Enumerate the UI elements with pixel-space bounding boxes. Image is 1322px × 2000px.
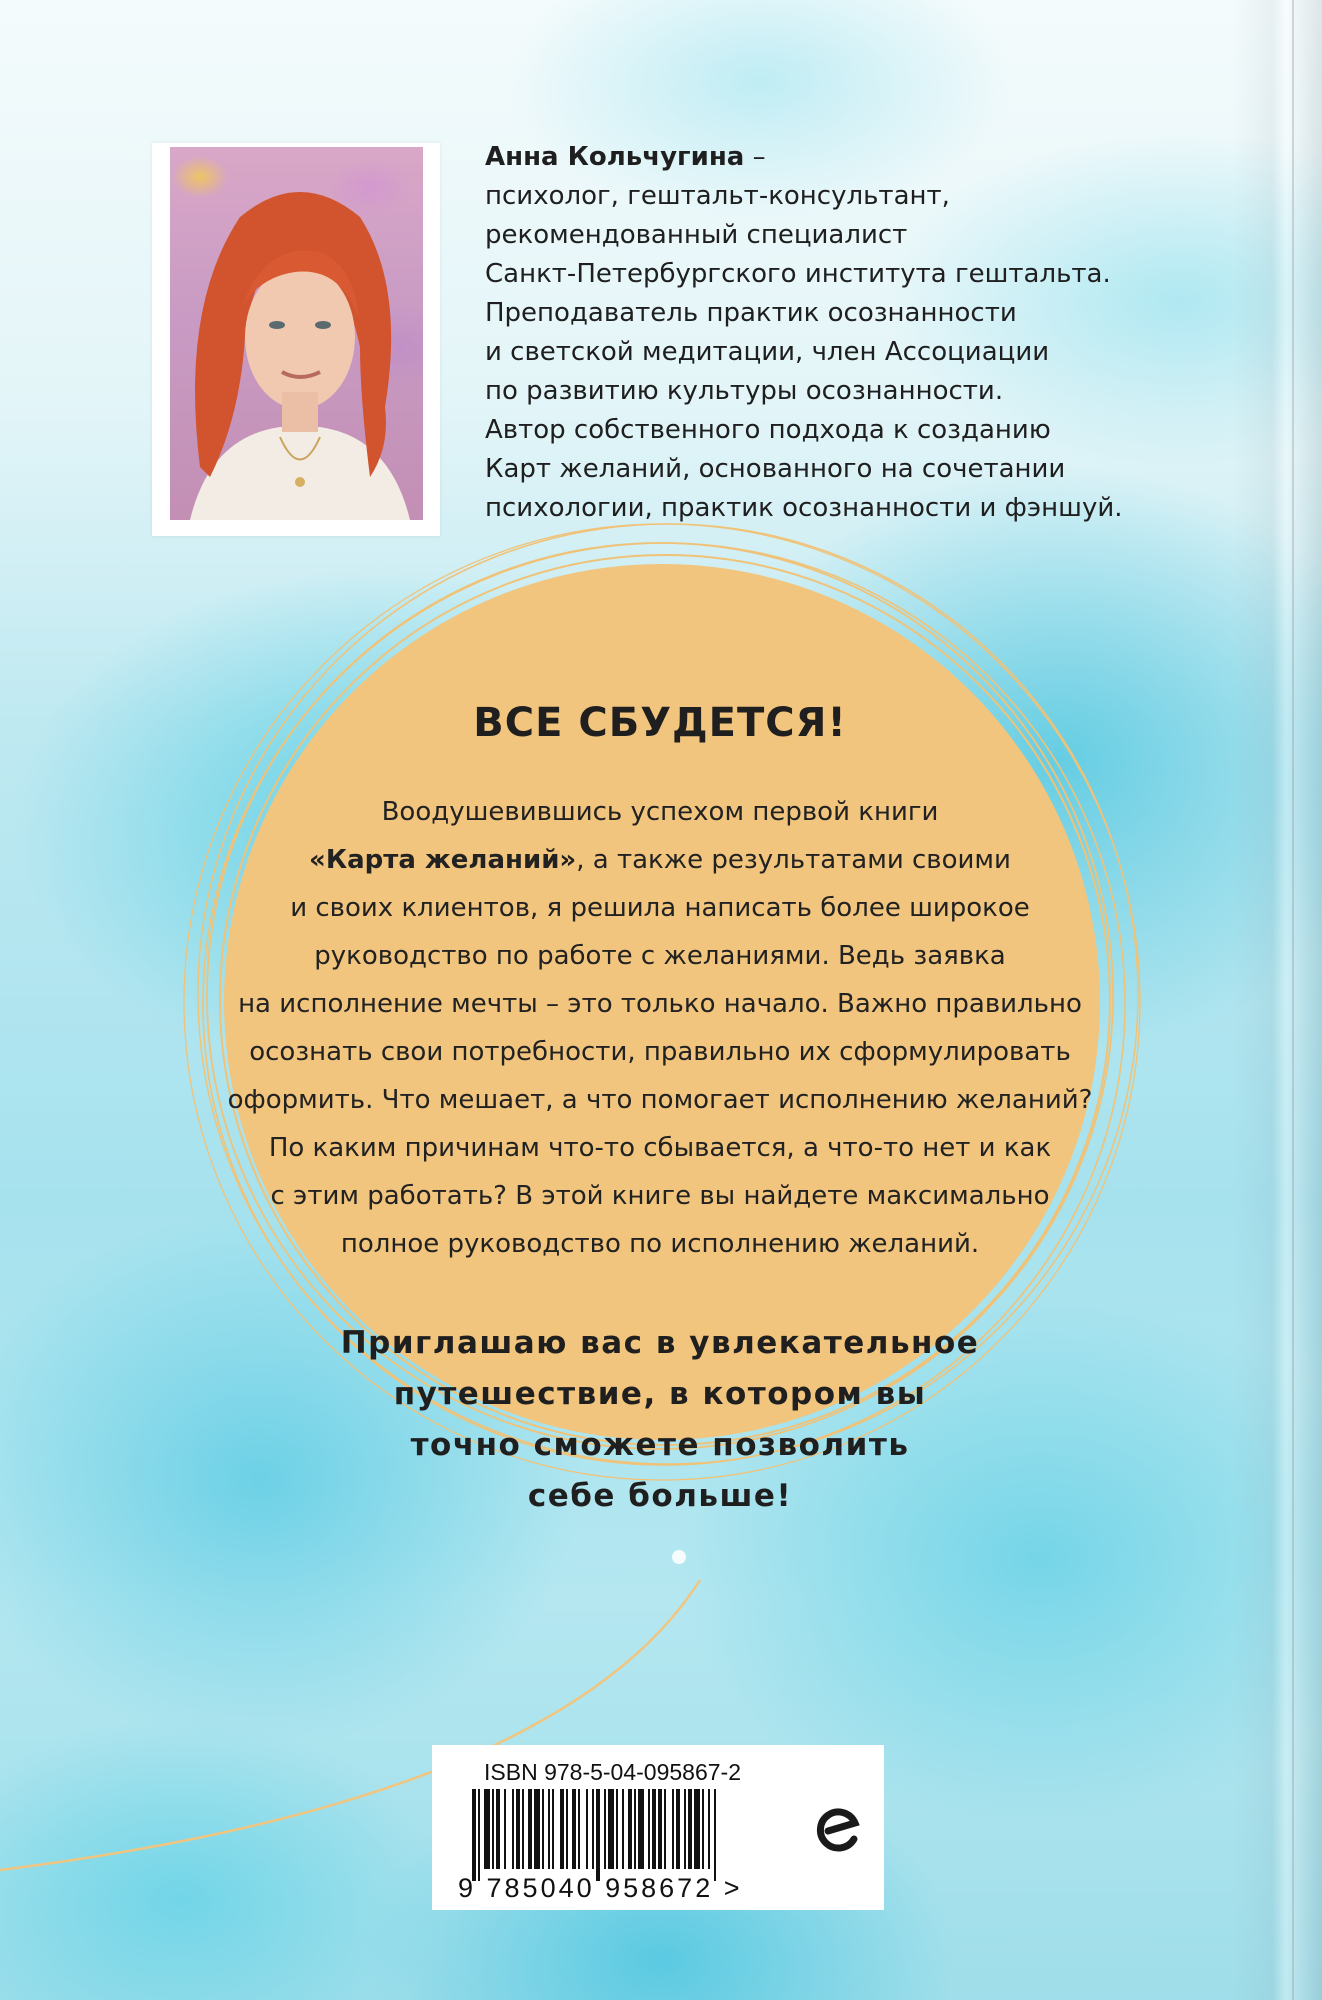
description-line: оформить. Что мешает, а что помогает исполнению желаний? xyxy=(227,1085,1093,1115)
author-bio-line: психологии, практик осознанности и фэншуй. xyxy=(485,493,1123,523)
book-description xyxy=(190,788,1130,1268)
description-line: Воодушевившись успехом первой книги xyxy=(381,797,939,827)
barcode-digits: 9 785040 958672 > xyxy=(458,1873,743,1903)
author-name: Анна Кольчугина xyxy=(485,142,745,172)
author-bio-line: Автор собственного подхода к созданию xyxy=(485,415,1051,445)
headline: ВСЕ СБУДЕТСЯ! xyxy=(473,700,847,746)
description-line: с этим работать? В этой книге вы найдете максимально xyxy=(270,1181,1050,1211)
cover-edge xyxy=(1292,0,1294,2000)
isbn-text: ISBN 978-5-04-095867-2 xyxy=(484,1759,741,1785)
invitation-line: себе больше! xyxy=(527,1478,793,1514)
description-line: и своих клиентов, я решила написать более широкое xyxy=(290,893,1030,923)
author-bio-line: Преподаватель практик осознанности xyxy=(485,298,1017,328)
author-photo xyxy=(170,147,423,520)
invitation-line: Приглашаю вас в увлекательное xyxy=(340,1325,980,1361)
invitation-line: путешествие, в котором вы xyxy=(393,1376,927,1412)
description-line: осознать свои потребности, правильно их сформулировать xyxy=(249,1037,1071,1067)
description-line: По каким причинам что-то сбывается, а что-то нет и как xyxy=(268,1133,1052,1163)
author-name-dash: – xyxy=(744,142,766,172)
invitation xyxy=(260,1318,1060,1522)
author-bio-line: рекомендованный специалист xyxy=(485,220,908,250)
author-bio-line: Санкт-Петербургского института гештальта. xyxy=(485,259,1111,289)
book-title-reference: «Карта желаний» xyxy=(309,845,577,875)
description-line xyxy=(190,836,1130,884)
author-photo-frame xyxy=(152,143,440,536)
author-bio xyxy=(485,138,1185,528)
barcode-icon xyxy=(472,1789,792,1881)
description-line: полное руководство по исполнению желаний. xyxy=(340,1229,980,1259)
barcode-block xyxy=(432,1745,884,1910)
author-bio-line: и светской медитации, член Ассоциации xyxy=(485,337,1050,367)
author-bio-first-line xyxy=(485,138,1185,177)
eksmo-e-logo-icon xyxy=(808,1801,868,1861)
invitation-line: точно сможете позволить xyxy=(410,1427,910,1463)
author-bio-line: по развитию культуры осознанности. xyxy=(485,376,1004,406)
author-bio-line: психолог, гештальт-консультант, xyxy=(485,181,950,211)
description-line: руководство по работе с желаниями. Ведь заявка xyxy=(314,941,1006,971)
description-line: на исполнение мечты – это только начало. Важно правильно xyxy=(238,989,1082,1019)
description-line-rest: , а также результатами своими xyxy=(576,845,1011,875)
author-bio-line: Карт желаний, основанного на сочетании xyxy=(485,454,1066,484)
